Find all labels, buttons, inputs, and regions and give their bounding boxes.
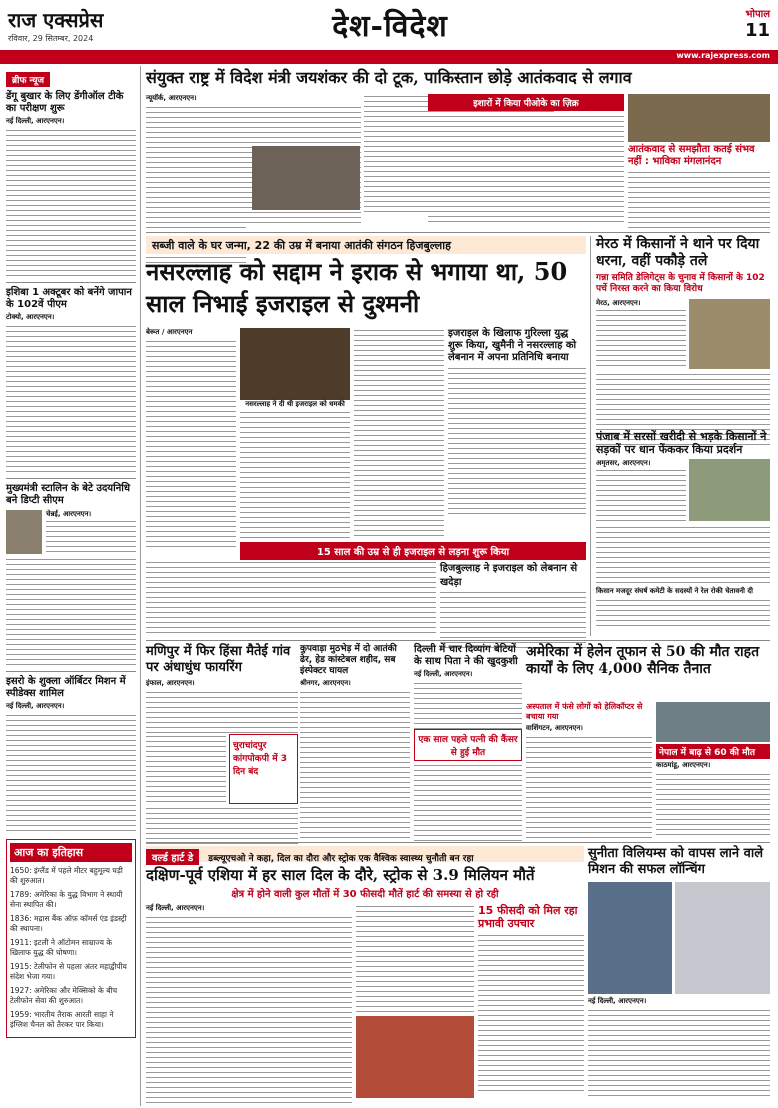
manipur-story <box>146 644 298 846</box>
heart-tag: वर्ल्ड हार्ट डे <box>146 849 199 865</box>
sunita-story <box>588 846 770 1100</box>
top-story <box>146 68 770 87</box>
issue-date: रविवार, 29 सितम्बर, 2024 <box>8 34 94 43</box>
dengue-body <box>6 128 136 278</box>
history-item: 1650: इंग्लैंड में पहले मीटर बहुमूल्य घड़ी की शुरुआत। <box>10 866 123 885</box>
top-story-dateline: न्यूयॉर्क, आरएनएन। <box>146 94 197 102</box>
left-column <box>6 68 136 1104</box>
sunita-photo <box>588 882 672 994</box>
helene-headline: अमेरिका में हेलेन तूफान से 50 की मौत राहत कार्यों के लिए 4,000 सैनिक तैनात <box>526 644 760 677</box>
manipur-side-box: चुराचांदपुर कांगपोकपी में 3 दिन बंद <box>229 734 298 804</box>
history-item: 1915: टेलीफोन से पहला अंतर महाद्वीपीय संदेश भेजा गया। <box>10 962 127 981</box>
japan-headline: इशिबा 1 अक्टूबर को बनेंगे जापान के 102वें पीएम <box>6 287 132 310</box>
meerut-story <box>596 236 770 448</box>
history-item: 1836: मद्रास बैंक ऑफ़ कॉमर्स एंड इंडस्ट्री की स्थापना। <box>10 914 127 933</box>
helene-dateline: वाशिंगटन, आरएनएन। <box>526 724 583 732</box>
delhi-box: एक साल पहले पत्नी की कैंसर से हुई मौत <box>414 729 522 761</box>
masthead-right <box>745 6 770 41</box>
jaishankar-photo <box>252 146 360 210</box>
kupwara-story <box>300 644 410 840</box>
lebanon-side-headline: इजराइल के खिलाफ गुरिल्ला युद्ध शुरू किया, खुमैनी ने नसरल्लाह को लेबनान में अपना प्रतिनिधि बनाया <box>448 328 577 363</box>
heart-box-headline: 15 फीसदी को मिल रहा प्रभावी उपचार <box>478 904 578 930</box>
shukla-body <box>6 713 136 833</box>
top-story-side-headline: आतंकवाद से समझौता कतई संभव नहीं : भाविका मंगलानंदन <box>628 144 755 167</box>
stalin-dateline: चेन्नई, आरएनएन। <box>46 510 92 518</box>
history-item: 1959: भारतीय तैराक आरती साहा ने इंग्लिश चैनल को तैरकर पार किया। <box>10 1010 114 1029</box>
sunita-dateline: नई दिल्ली, आरएनएन। <box>588 997 647 1005</box>
lebanon-subhead2: हिजबुल्लाह ने इजराइल को लेबनान से खदेड़ा <box>440 563 578 588</box>
delhi-headline: दिल्ली में चार दिव्यांग बेटियों के साथ पिता ने की खुदकुशी <box>414 644 518 667</box>
stalin-photo <box>6 510 42 554</box>
nasrallah-caption: नसरल्लाह ने दी थी इजराइल को धमकी <box>245 400 345 408</box>
shukla-dateline: नई दिल्ली, आरएनएन। <box>6 702 65 710</box>
japan-body <box>6 324 136 474</box>
helene-sub: अस्पताल में फंसे लोगों को हेलिकॉप्टर से बचाया गया <box>526 702 643 721</box>
nepal-dateline: काठमांडू, आरएनएन। <box>656 761 711 769</box>
japan-dateline: टोक्यो, आरएनएन। <box>6 313 55 321</box>
kupwara-headline: कुपवाड़ा मुठभेड़ में दो आतंकी ढेर, हेड कांस्टेबल शहीद, सब इंस्पेक्टर घायल <box>300 644 397 676</box>
dengue-headline: डेंगू बुखार के लिए डेंगीऑल टीके का परीक्षण शुरू <box>6 91 124 114</box>
meerut-subhead: गन्ना समिति डेलिगेट्स के चुनाव में किसानों के 102 पर्चे निरस्त करने का किया विरोध <box>596 273 765 294</box>
delhi-story <box>414 644 522 843</box>
shukla-headline: इसरो के शुक्ला ऑर्बिटर मिशन में स्पीडेक्स शामिल <box>6 676 126 699</box>
lebanon-headline: नसरल्लाह को सद्दाम ने इराक से भगाया था, 50 साल निभाई इजराइल से दुश्मनी <box>146 257 568 318</box>
punjab-dateline: अमृतसर, आरएनएन। <box>596 459 651 467</box>
history-box <box>6 839 136 1038</box>
heart-strip: वर्ल्ड हार्ट डे डब्ल्यूएचओ ने कहा, दिल का दौरा और स्ट्रोक एक वैश्विक स्वास्थ्य चुनौती बन रहा <box>146 846 584 862</box>
heart-dateline: नई दिल्ली, आरएनएन। <box>146 904 205 912</box>
masthead-left <box>8 6 208 44</box>
sunita-headline: सुनीता विलियम्स को वापस लाने वाले मिशन की सफल लॉन्चिंग <box>588 846 764 877</box>
meerut-headline: मेरठ में किसानों ने थाने पर दिया धरना, वहीं पकौड़े तले <box>596 236 760 269</box>
history-item: 1789: अमेरिका के युद्ध विभाग ने स्थायी सेना स्थापित की। <box>10 890 123 909</box>
edition-city: भोपाल <box>745 9 770 20</box>
heart-photo <box>356 1016 474 1098</box>
history-title: आज का इतिहास <box>10 843 132 862</box>
lebanon-red-strip: 15 साल की उम्र से ही इजराइल से लड़ना शुरू किया <box>240 542 586 560</box>
manipur-dateline: इंफाल, आरएनएन। <box>146 679 195 687</box>
helene-photo <box>656 702 770 742</box>
punjab-photo <box>689 459 770 521</box>
brief-news-tag: ब्रीफ न्यूज <box>6 72 50 87</box>
top-story-headline: संयुक्त राष्ट्र में विदेश मंत्री जयशंकर की दो टूक, पाकिस्तान छोड़े आतंकवाद से लगाव <box>146 68 632 87</box>
masthead-bar <box>0 50 778 64</box>
dengue-dateline: नई दिल्ली, आरएनएन। <box>6 117 65 125</box>
nasrallah-photo <box>240 328 350 400</box>
punjab-note: किसान मजदूर संघर्ष कमेटी के सदस्यों ने रेल रोकी चेतावनी दी <box>596 587 753 595</box>
meerut-dateline: मेरठ, आरएनएन। <box>596 299 641 307</box>
manipur-headline: मणिपुर में फिर हिंसा मैतेई गांव पर अंधाधुंध फायरिंग <box>146 644 291 675</box>
meerut-photo <box>689 299 770 369</box>
history-item: 1911: इटली ने ऑटोमन साम्राज्य के खिलाफ युद्ध की घोषणा। <box>10 938 113 957</box>
site-url[interactable]: www.rajexpress.com <box>676 51 770 60</box>
stalin-headline: मुख्यमंत्री स्टालिन के बेटे उदयनिधि बने डिप्टी सीएम <box>6 483 130 506</box>
punjab-headline: पंजाब में सरसों खरीदी से भड़के किसानों ने सड़कों पर धान फेंककर किया प्रदर्शन <box>596 430 767 456</box>
kupwara-dateline: श्रीनगर, आरएनएन। <box>300 679 351 687</box>
pok-subtag: इशारों में किया पीओके का ज़िक्र <box>428 94 624 111</box>
heart-subhead: क्षेत्र में होने वाली कुल मौतों में 30 फीसदी मौतें हार्ट की समस्या से हो रही <box>231 889 499 900</box>
un-assembly-photo <box>628 94 770 142</box>
spacecraft-photo <box>675 882 770 994</box>
brand-name: राज एक्सप्रेस <box>8 8 104 32</box>
lebanon-bureau: बेरूत / आरएनएन <box>146 328 193 336</box>
helene-story <box>526 644 770 678</box>
page-number: 11 <box>744 20 770 41</box>
delhi-dateline: नई दिल्ली, आरएनएन। <box>414 670 473 678</box>
history-item: 1927: अमेरिका और मेक्सिको के बीच टेलीफोन सेवा की शुरुआत। <box>10 986 118 1005</box>
stalin-body <box>6 557 136 667</box>
section-title: देश-विदेश <box>332 9 448 44</box>
nepal-headline: नेपाल में बाढ़ से 60 की मौत <box>656 744 770 759</box>
punjab-story <box>596 430 770 628</box>
lebanon-strip: सब्जी वाले के घर जन्मा, 22 की उम्र में बनाया आतंकी संगठन हिजबुल्लाह <box>146 236 586 254</box>
heart-headline: दक्षिण-पूर्व एशिया में हर साल दिल के दौरे, स्ट्रोक से 3.9 मिलियन मौतें <box>146 866 535 884</box>
